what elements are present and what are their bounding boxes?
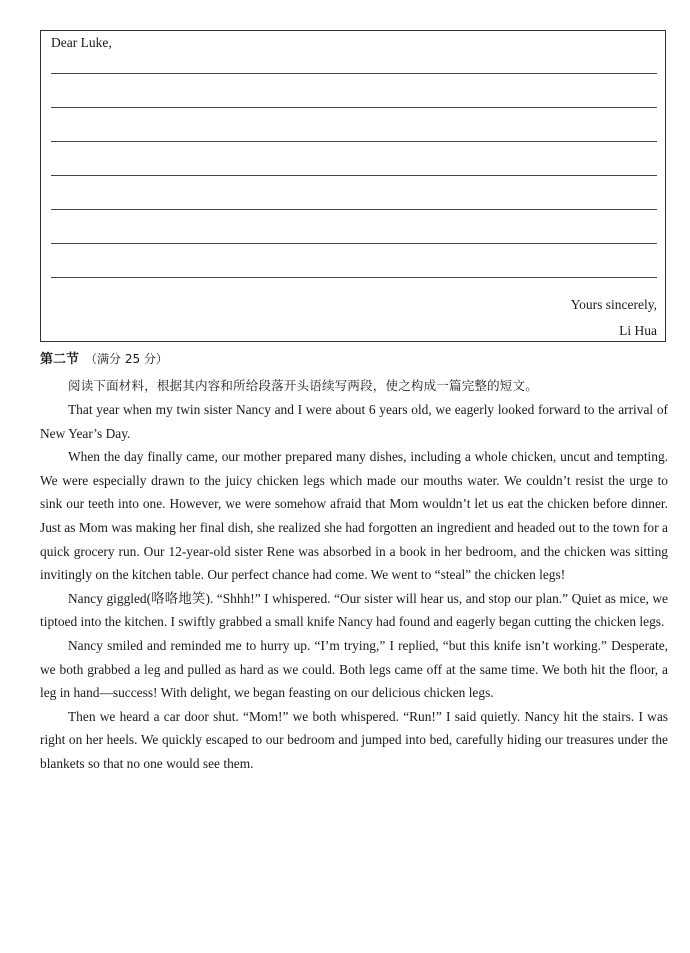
passage-paragraph: That year when my twin sister Nancy and I were about 6 years old, we eagerly looked forward to the arrival of New Year’s Day. [40, 402, 668, 441]
section-instruction: 阅读下面材料，根据其内容和所给段落开头语续写两段，使之构成一篇完整的短文。 [68, 378, 538, 393]
section-score-note: （满分 25 分） [85, 352, 168, 366]
passage-paragraph: Nancy smiled and reminded me to hurry up. “I’m trying,” I replied, “but this knife isn’t working.” Desperate, we both grabbed a leg and pulled as hard as we could. Both legs came off at the same time. We both hit the floor, a leg in hand—success! With delight, we began feasting on our delicious chicken legs. [40, 637, 668, 701]
section-heading [40, 348, 168, 367]
writing-line [51, 141, 657, 142]
reading-passage [40, 398, 668, 776]
passage-paragraph: Nancy giggled(咯咯地笑). “Shhh!” I whispered. “Our sister will hear us, and stop our plan.” Quiet as mice, we tiptoed into the kitchen. I swiftly grabbed a small knife Nancy had found and eagerly began cutting the chicken legs. [40, 590, 668, 630]
letter-salutation: Dear Luke, [51, 35, 112, 50]
letter-signature: Li Hua [619, 323, 657, 338]
writing-line [51, 277, 657, 278]
section-title: 第二节 [40, 352, 80, 367]
writing-line [51, 107, 657, 108]
passage-paragraph: When the day finally came, our mother prepared many dishes, including a whole chicken, uncut and tempting. We were especially drawn to the juicy chicken legs which made our mouths water. We couldn’t resist the urge to sink our teeth into one. However, we were somehow afraid that Mom wouldn’t let us eat the chicken before dinner. Just as Mom was making her final dish, she realized she had forgotten an ingredient and headed out to the town for a quick grocery run. Our 12-year-old sister Rene was absorbed in a book in her bedroom, and the chicken was sitting invitingly on the kitchen table. Our perfect chance had come. We went to “steal” the chicken legs! [40, 449, 668, 583]
letter-closing: Yours sincerely, [570, 297, 657, 312]
writing-line [51, 73, 657, 74]
letter-writing-box [40, 30, 666, 342]
passage-paragraph: Then we heard a car door shut. “Mom!” we both whispered. “Run!” I said quietly. Nancy hit the stairs. I was right on her heels. We quickly escaped to our bedroom and jumped into bed, carefully hiding our treasures under the blankets so that no one would see them. [40, 708, 668, 771]
writing-line [51, 175, 657, 176]
writing-line [51, 243, 657, 244]
writing-line [51, 209, 657, 210]
